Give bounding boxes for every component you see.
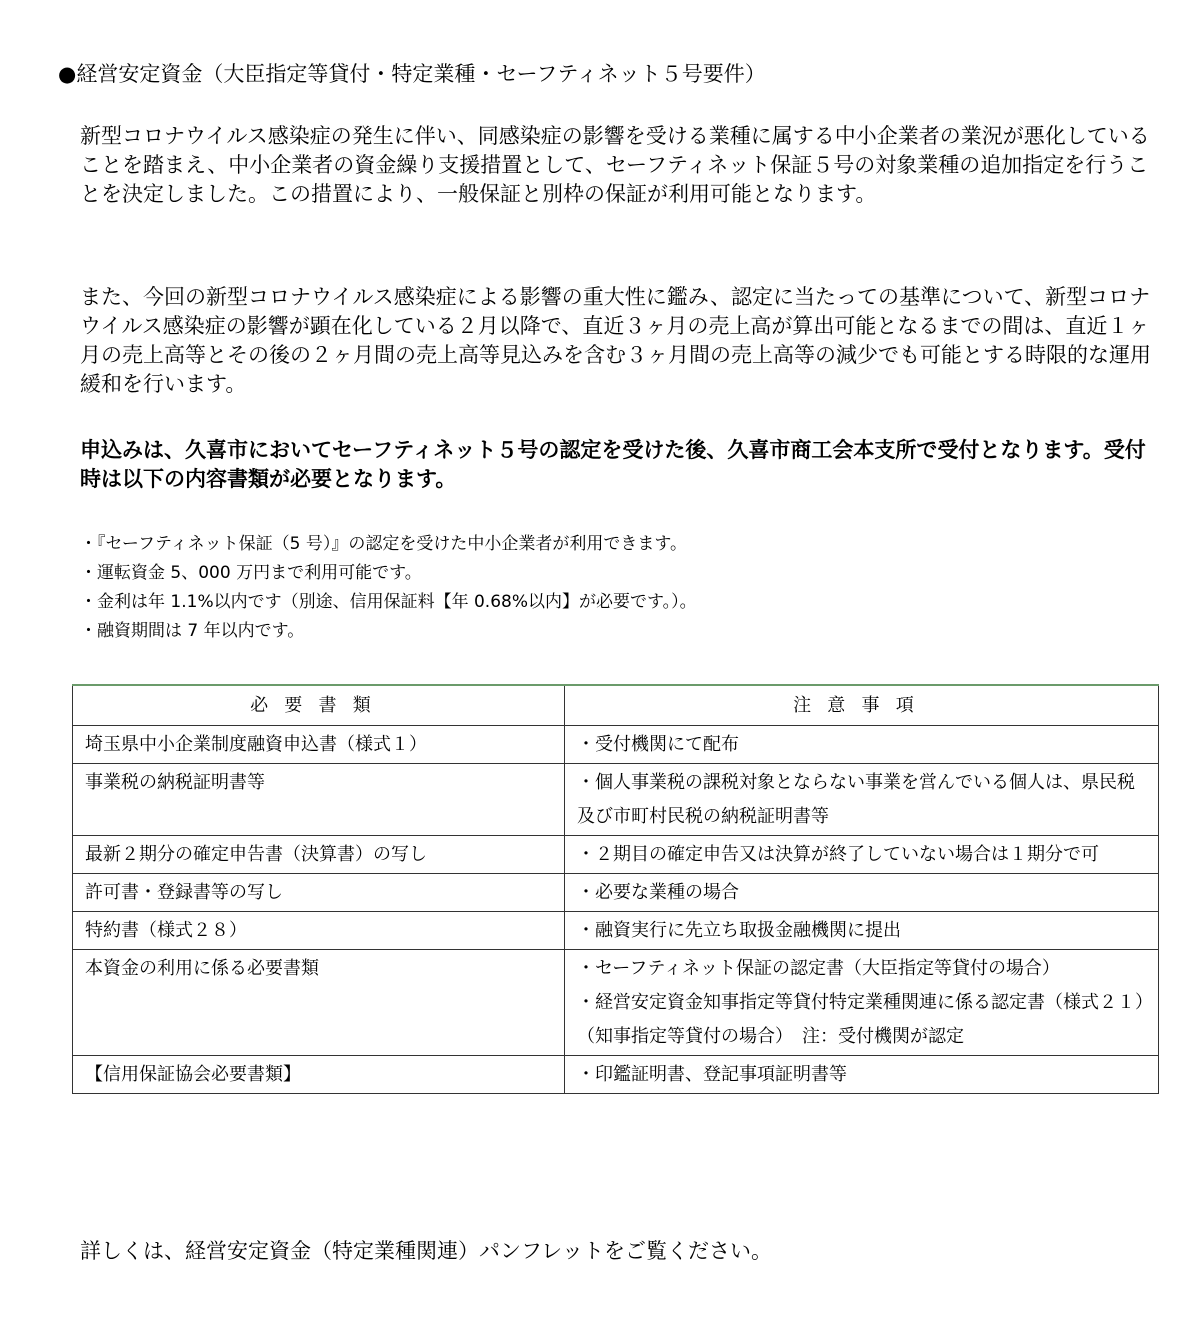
- relaxation-paragraph: また、今回の新型コロナウイルス感染症による影響の重大性に鑑み、認定に当たっての基準について、新型コロナウイルス感染症の影響が顕在化している２月以降で、直近３ヶ月の売上高が算出可能となるまでの間は、直近１ヶ月の売上高等とその後の２ヶ月間の売上高等見込みを含む３ヶ月間の売上高等の減少でも可能とする時限的な運用緩和を行います。: [80, 285, 1151, 396]
- table-header-row: [73, 685, 1159, 726]
- note-text: ・２期目の確定申告又は決算が終了していない場合は１期分で可: [577, 844, 1099, 865]
- note-text: ・融資実行に先立ち取扱金融機関に提出: [577, 920, 901, 941]
- note-text: ・必要な業種の場合: [577, 882, 739, 903]
- document-cell: 事業税の納税証明書等: [73, 764, 565, 836]
- document-cell: 【信用保証協会必要書類】: [73, 1056, 565, 1094]
- note-text: ・受付機関にて配布: [577, 734, 739, 755]
- notes-cell: [565, 836, 1159, 874]
- table-row: [73, 912, 1159, 950]
- pamphlet-note: 詳しくは、経営安定資金（特定業種関連）パンフレットをご覧ください。: [80, 1239, 772, 1263]
- table-row: [73, 950, 1159, 1056]
- table-row: [73, 726, 1159, 764]
- notes-cell: [565, 874, 1159, 912]
- note-text: ・印鑑証明書、登記事項証明書等: [577, 1064, 847, 1085]
- header-required-documents: 必要書類: [73, 685, 565, 726]
- required-documents-table: [72, 684, 1159, 1094]
- table-row: [73, 1056, 1159, 1094]
- application-paragraph: 申込みは、久喜市においてセーフティネット５号の認定を受けた後、久喜市商工会本支所で受付となります。受付時は以下の内容書類が必要となります。: [80, 438, 1146, 491]
- notes-cell: [565, 912, 1159, 950]
- conditions-list: [80, 530, 697, 646]
- header-notes: 注意事項: [565, 685, 1159, 726]
- intro-paragraph: 新型コロナウイルス感染症の発生に伴い、同感染症の影響を受ける業種に属する中小企業者の業況が悪化していることを踏まえ、中小企業者の資金繰り支援措置として、セーフティネット保証５号の対象業種の追加指定を行うことを決定しました。この措置により、一般保証と別枠の保証が利用可能となります。: [80, 124, 1150, 206]
- notes-cell: [565, 1056, 1159, 1094]
- document-cell: 許可書・登録書等の写し: [73, 874, 565, 912]
- document-cell: 特約書（様式２８）: [73, 912, 565, 950]
- list-item: ・『セーフティネット保証（5 号）』の認定を受けた中小企業者が利用できます。: [80, 534, 687, 554]
- document-cell: 最新２期分の確定申告書（決算書）の写し: [73, 836, 565, 874]
- list-item: ・金利は年 1.1%以内です（別途、信用保証料【年 0.68%以内】が必要です。）。: [80, 592, 697, 612]
- notes-cell: [565, 764, 1159, 836]
- table-row: [73, 874, 1159, 912]
- list-item: ・運転資金 5、000 万円まで利用可能です。: [80, 563, 422, 583]
- note-text: ・個人事業税の課税対象とならない事業を営んでいる個人は、県民税及び市町村民税の納税証明書等: [577, 772, 1135, 827]
- notes-cell: [565, 950, 1159, 1056]
- document-cell: 埼玉県中小企業制度融資申込書（様式１）: [73, 726, 565, 764]
- note-text: ・セーフティネット保証の認定書（大臣指定等貸付の場合）: [577, 958, 1060, 979]
- section-title: ●経営安定資金（大臣指定等貸付・特定業種・セーフティネット５号要件）: [58, 62, 766, 86]
- table-row: [73, 836, 1159, 874]
- note-text: ・経営安定資金知事指定等貸付特定業種関連に係る認定書（様式２１）（知事指定等貸付の場合） 注：受付機関が認定: [577, 992, 1144, 1047]
- table-row: [73, 764, 1159, 836]
- notes-cell: [565, 726, 1159, 764]
- document-cell: 本資金の利用に係る必要書類: [73, 950, 565, 1056]
- list-item: ・融資期間は 7 年以内です。: [80, 621, 305, 641]
